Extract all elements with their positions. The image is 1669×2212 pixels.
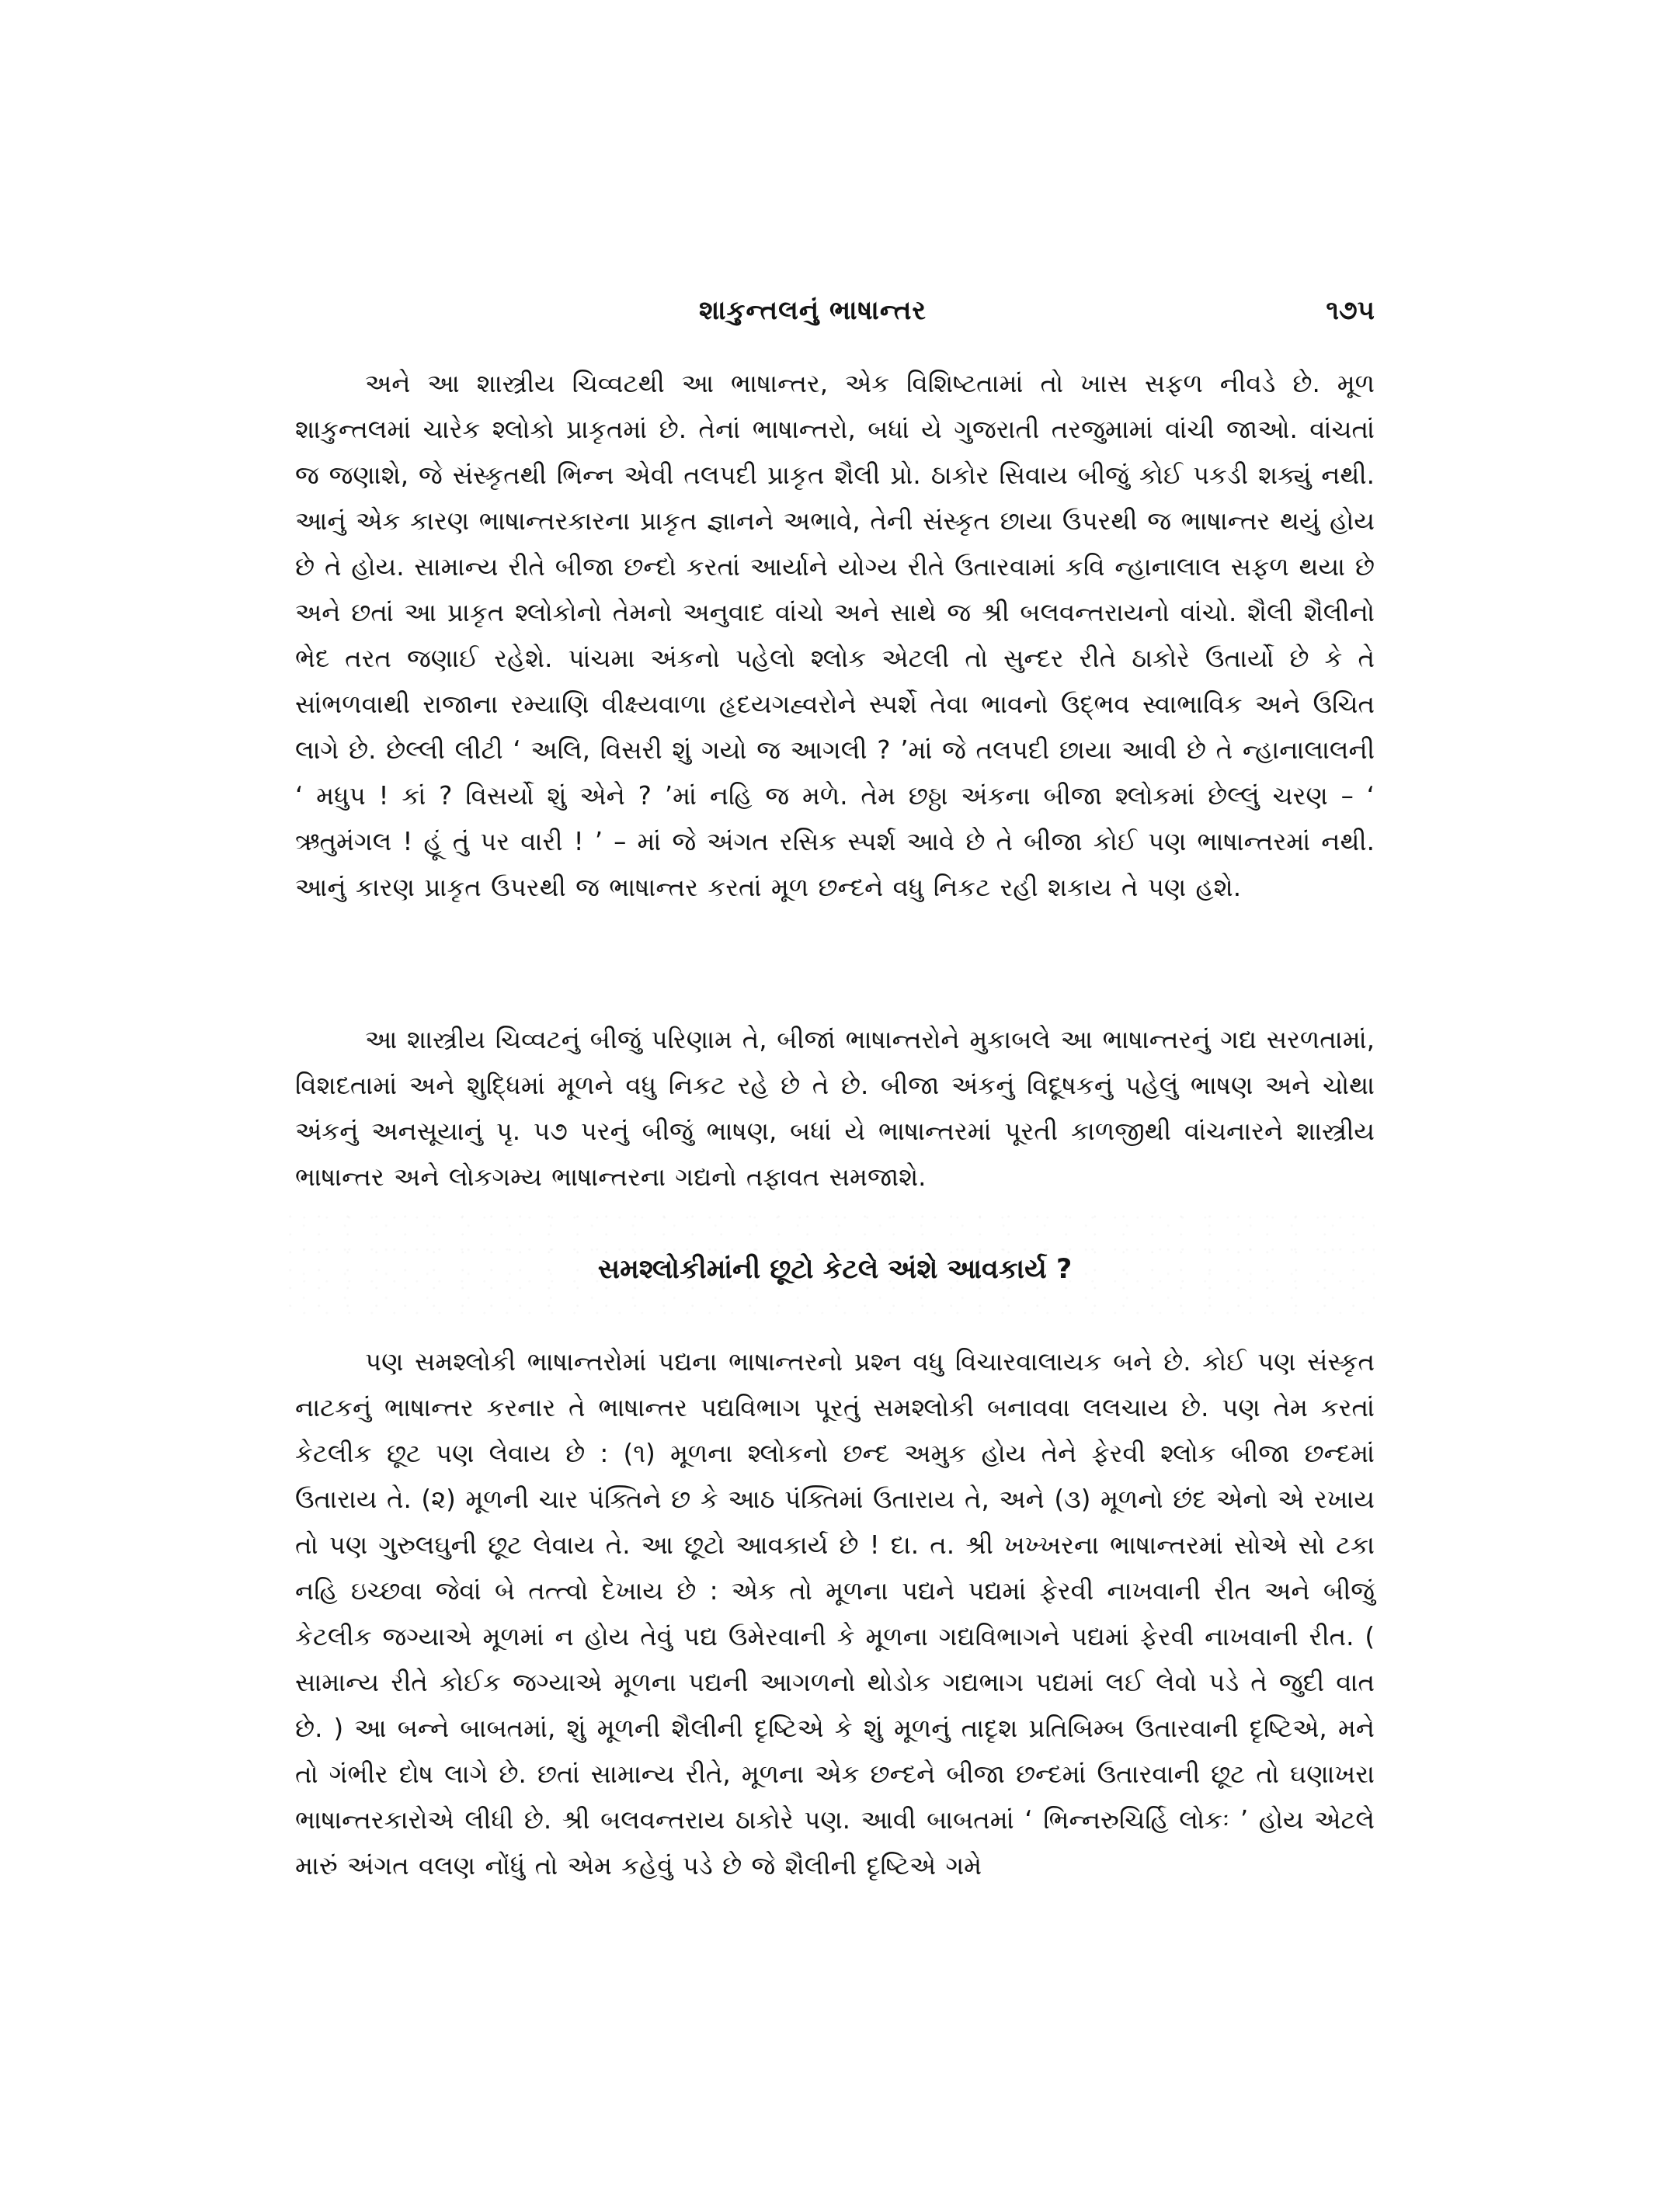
paragraph-3: પણ સમશ્લોકી ભાષાન્તરોમાં પદ્યના ભાષાન્તરનો પ્રશ્ન વધુ વિચારવાલાયક બને છે. કોઈ પણ સંસ્કૃત નાટકનું ભાષાન્તર કરનાર તે ભાષાન્તર પદ્યવિભાગ પૂરતું સમશ્લોકી બનાવવા લલચાય છે. પણ તેમ કરતાં કેટલીક છૂટ પણ લેવાય છે : (૧) મૂળના શ્લોકનો છન્દ અમુક હોય તેને ફેરવી શ્લોક બીજા છન્દમાં ઉતારાય તે. (૨) મૂળની ચાર પંક્તિને છ કે આઠ પંક્તિમાં ઉતારાય તે, અને (૩) મૂળનો છંદ એનો એ રખાય તો પણ ગુરુલઘુની છૂટ લેવાય તે. આ છૂટો આવકાર્ય છે ! દા. ત. શ્રી ખખ્ખરના ભાષાન્તરમાં સોએ સો ટકા નહિ ઇચ્છવા જેવાં બે તત્ત્વો દેખાય છે : એક તો મૂળના પદ્યને પદ્યમાં ફેરવી નાખવાની રીત અને બીજું કેટલીક જગ્યાએ મૂળમાં ન હોય તેવું પદ્ય ઉમેરવાની કે મૂળના ગદ્યવિભાગને પદ્યમાં ફેરવી નાખવાની રીત. ( સામાન્ય રીતે કોઈક જગ્યાએ મૂળના પદ્યની આગળનો થોડોક ગદ્યભાગ પદ્યમાં લઈ લેવો પડે તે જુદી વાત છે. ) આ બન્ને બાબતમાં, શું મૂળની શૈલીની દૃષ્ટિએ કે શું મૂળનું તાદૃશ પ્રતિબિમ્બ ઉતારવાની દૃષ્ટિએ, મને તો ગંભીર દોષ લાગે છે. છતાં સામાન્ય રીતે, મૂળના એક છન્દને બીજા છન્દમાં ઉતારવાની છૂટ તો ઘણાખરા ભાષાન્તરકારોએ લીધી છે. શ્રી બલવન્તરાય ઠાકોરે પણ. આવી બાબતમાં ‘ ભિન્નરુચિર્હિ લોકઃ ’ હોય એટલે મારું અંગત વલણ નોંધું તો એમ કહેવું પડે છે જે શૈલીની દૃષ્ટિએ ગમે xyxy=(295,1347,1375,1880)
paragraph-1: અને આ શાસ્ત્રીય ચિવ્વટથી આ ભાષાન્તર, એક વિશિષ્ટતામાં તો ખાસ સફળ નીવડે છે. મૂળ શાકુન્તલમાં ચારેક શ્લોકો પ્રાકૃતમાં છે. તેનાં ભાષાન્તરો, બધાં યે ગુજરાતી તરજુમામાં વાંચી જાઓ. વાંચતાં જ જણાશે, જે સંસ્કૃતથી ભિન્ન એવી તલપદી પ્રાકૃત શૈલી પ્રો. ઠાકોર સિવાય બીજું કોઈ પકડી શક્યું નથી. આનું એક કારણ ભાષાન્તરકારના પ્રાકૃત જ્ઞાનને અભાવે, તેની સંસ્કૃત છાયા ઉપરથી જ ભાષાન્તર થયું હોય છે તે હોય. સામાન્ય રીતે બીજા છન્દો કરતાં આર્યાને યોગ્ય રીતે ઉતારવામાં કવિ ન્હાનાલાલ સફળ થયા છે અને છતાં આ પ્રાકૃત શ્લોકોનો તેમનો અનુવાદ વાંચો અને સાથે જ શ્રી બલવન્તરાયનો વાંચો. શૈલી શૈલીનો ભેદ તરત જણાઈ રહેશે. પાંચમા અંકનો પહેલો શ્લોક એટલી તો સુન્દર રીતે ઠાકોરે ઉતાર્યો છે કે તે સાંભળવાથી રાજાના રમ્યાણિ વીક્ષ્યવાળા હૃદયગહ્વરોને સ્પર્શે તેવા ભાવનો ઉદ્ભવ સ્વાભાવિક અને ઉચિત લાગે છે. છેલ્લી લીટી ‘ અલિ, વિસરી શું ગયો જ આગલી ? ’માં જે તલપદી છાયા આવી છે તે ન્હાનાલાલની ‘ મધુપ ! કાં ? વિસર્યો શું એને ? ’માં નહિ જ મળે. તેમ છઠ્ઠા અંકના બીજા શ્લોકમાં છેલ્લું ચરણ – ‘ ઋતુમંગલ ! હૂં તું પર વારી ! ’ – માં જે અંગત રસિક સ્પર્શ આવે છે તે બીજા કોઈ પણ ભાષાન્તરમાં નથી. આનું કારણ પ્રાકૃત ઉપરથી જ ભાષાન્તર કરતાં મૂળ છન્દને વધુ નિકટ રહી શકાય તે પણ હશે. xyxy=(295,369,1375,902)
section-heading: સમશ્લોકીમાંની છૂટો કેટલે અંશે આવકાર્ય ? xyxy=(597,1254,1073,1285)
page-number: ૧૭૫ xyxy=(1326,295,1375,326)
running-header xyxy=(295,295,1375,349)
running-title: શાકુન્તલનું ભાષાન્તર xyxy=(699,295,927,326)
paragraph-2: આ શાસ્ત્રીય ચિવ્વટનું બીજું પરિણામ તે, બીજાં ભાષાન્તરોને મુકાબલે આ ભાષાન્તરનું ગદ્ય સરળતામાં, વિશદતામાં અને શુદ્ધિમાં મૂળને વધુ નિકટ રહે છે તે છે. બીજા અંકનું વિદૂષકનું પહેલું ભાષણ અને ચોથા અંકનું અનસૂયાનું પૃ. ૫૭ પરનું બીજું ભાષણ, બધાં યે ભાષાન્તરમાં પૂરતી કાળજીથી વાંચનારને શાસ્ત્રીય ભાષાન્તર અને લોકગમ્ય ભાષાન્તરના ગદ્યનો તફાવત સમજાશે. xyxy=(295,1025,1375,1192)
